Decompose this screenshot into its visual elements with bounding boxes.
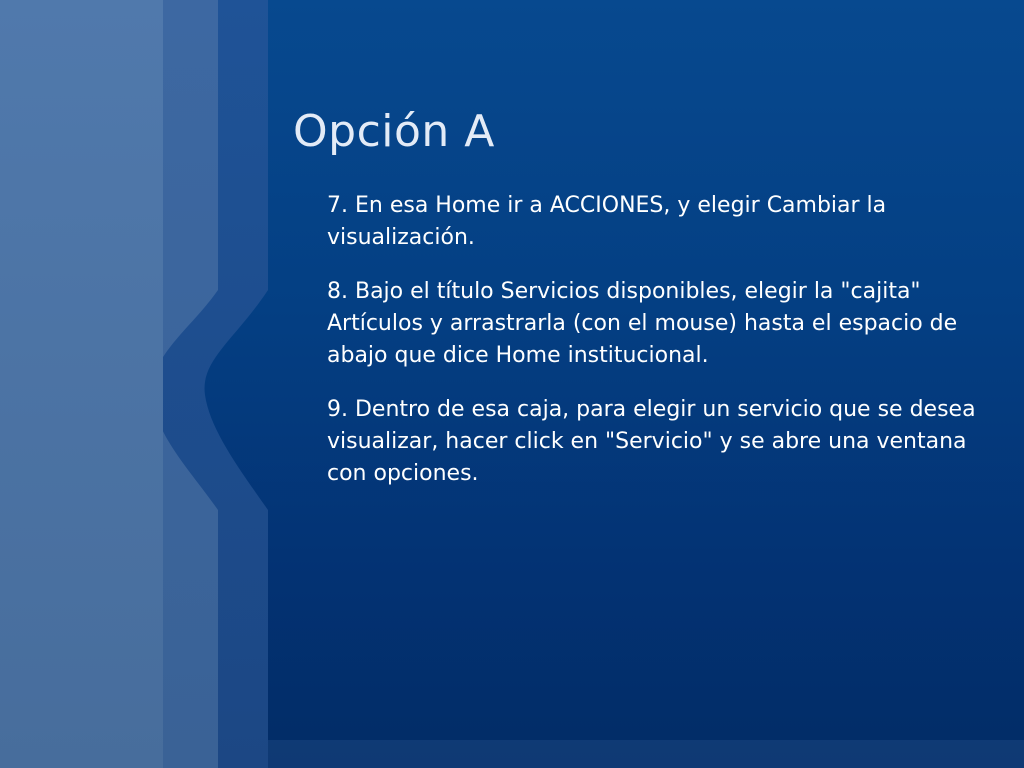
paragraph-step-9: 9. Dentro de esa caja, para elegir un servicio que se desea visualizar, hacer click en "Servicio" y se abre una ventana con opciones. <box>327 397 976 486</box>
slide-title: Opción A <box>293 106 495 157</box>
paragraph-step-8: 8. Bajo el título Servicios disponibles, elegir la "cajita" Artículos y arrastrarla (con el mouse) hasta el espacio de abajo que dice Home institucional. <box>327 279 958 368</box>
slide-body <box>327 190 997 512</box>
bottom-band <box>268 740 1024 768</box>
stripe-outer <box>0 0 163 768</box>
paragraph-step-7: 7. En esa Home ir a ACCIONES, y elegir Cambiar la visualización. <box>327 193 887 250</box>
